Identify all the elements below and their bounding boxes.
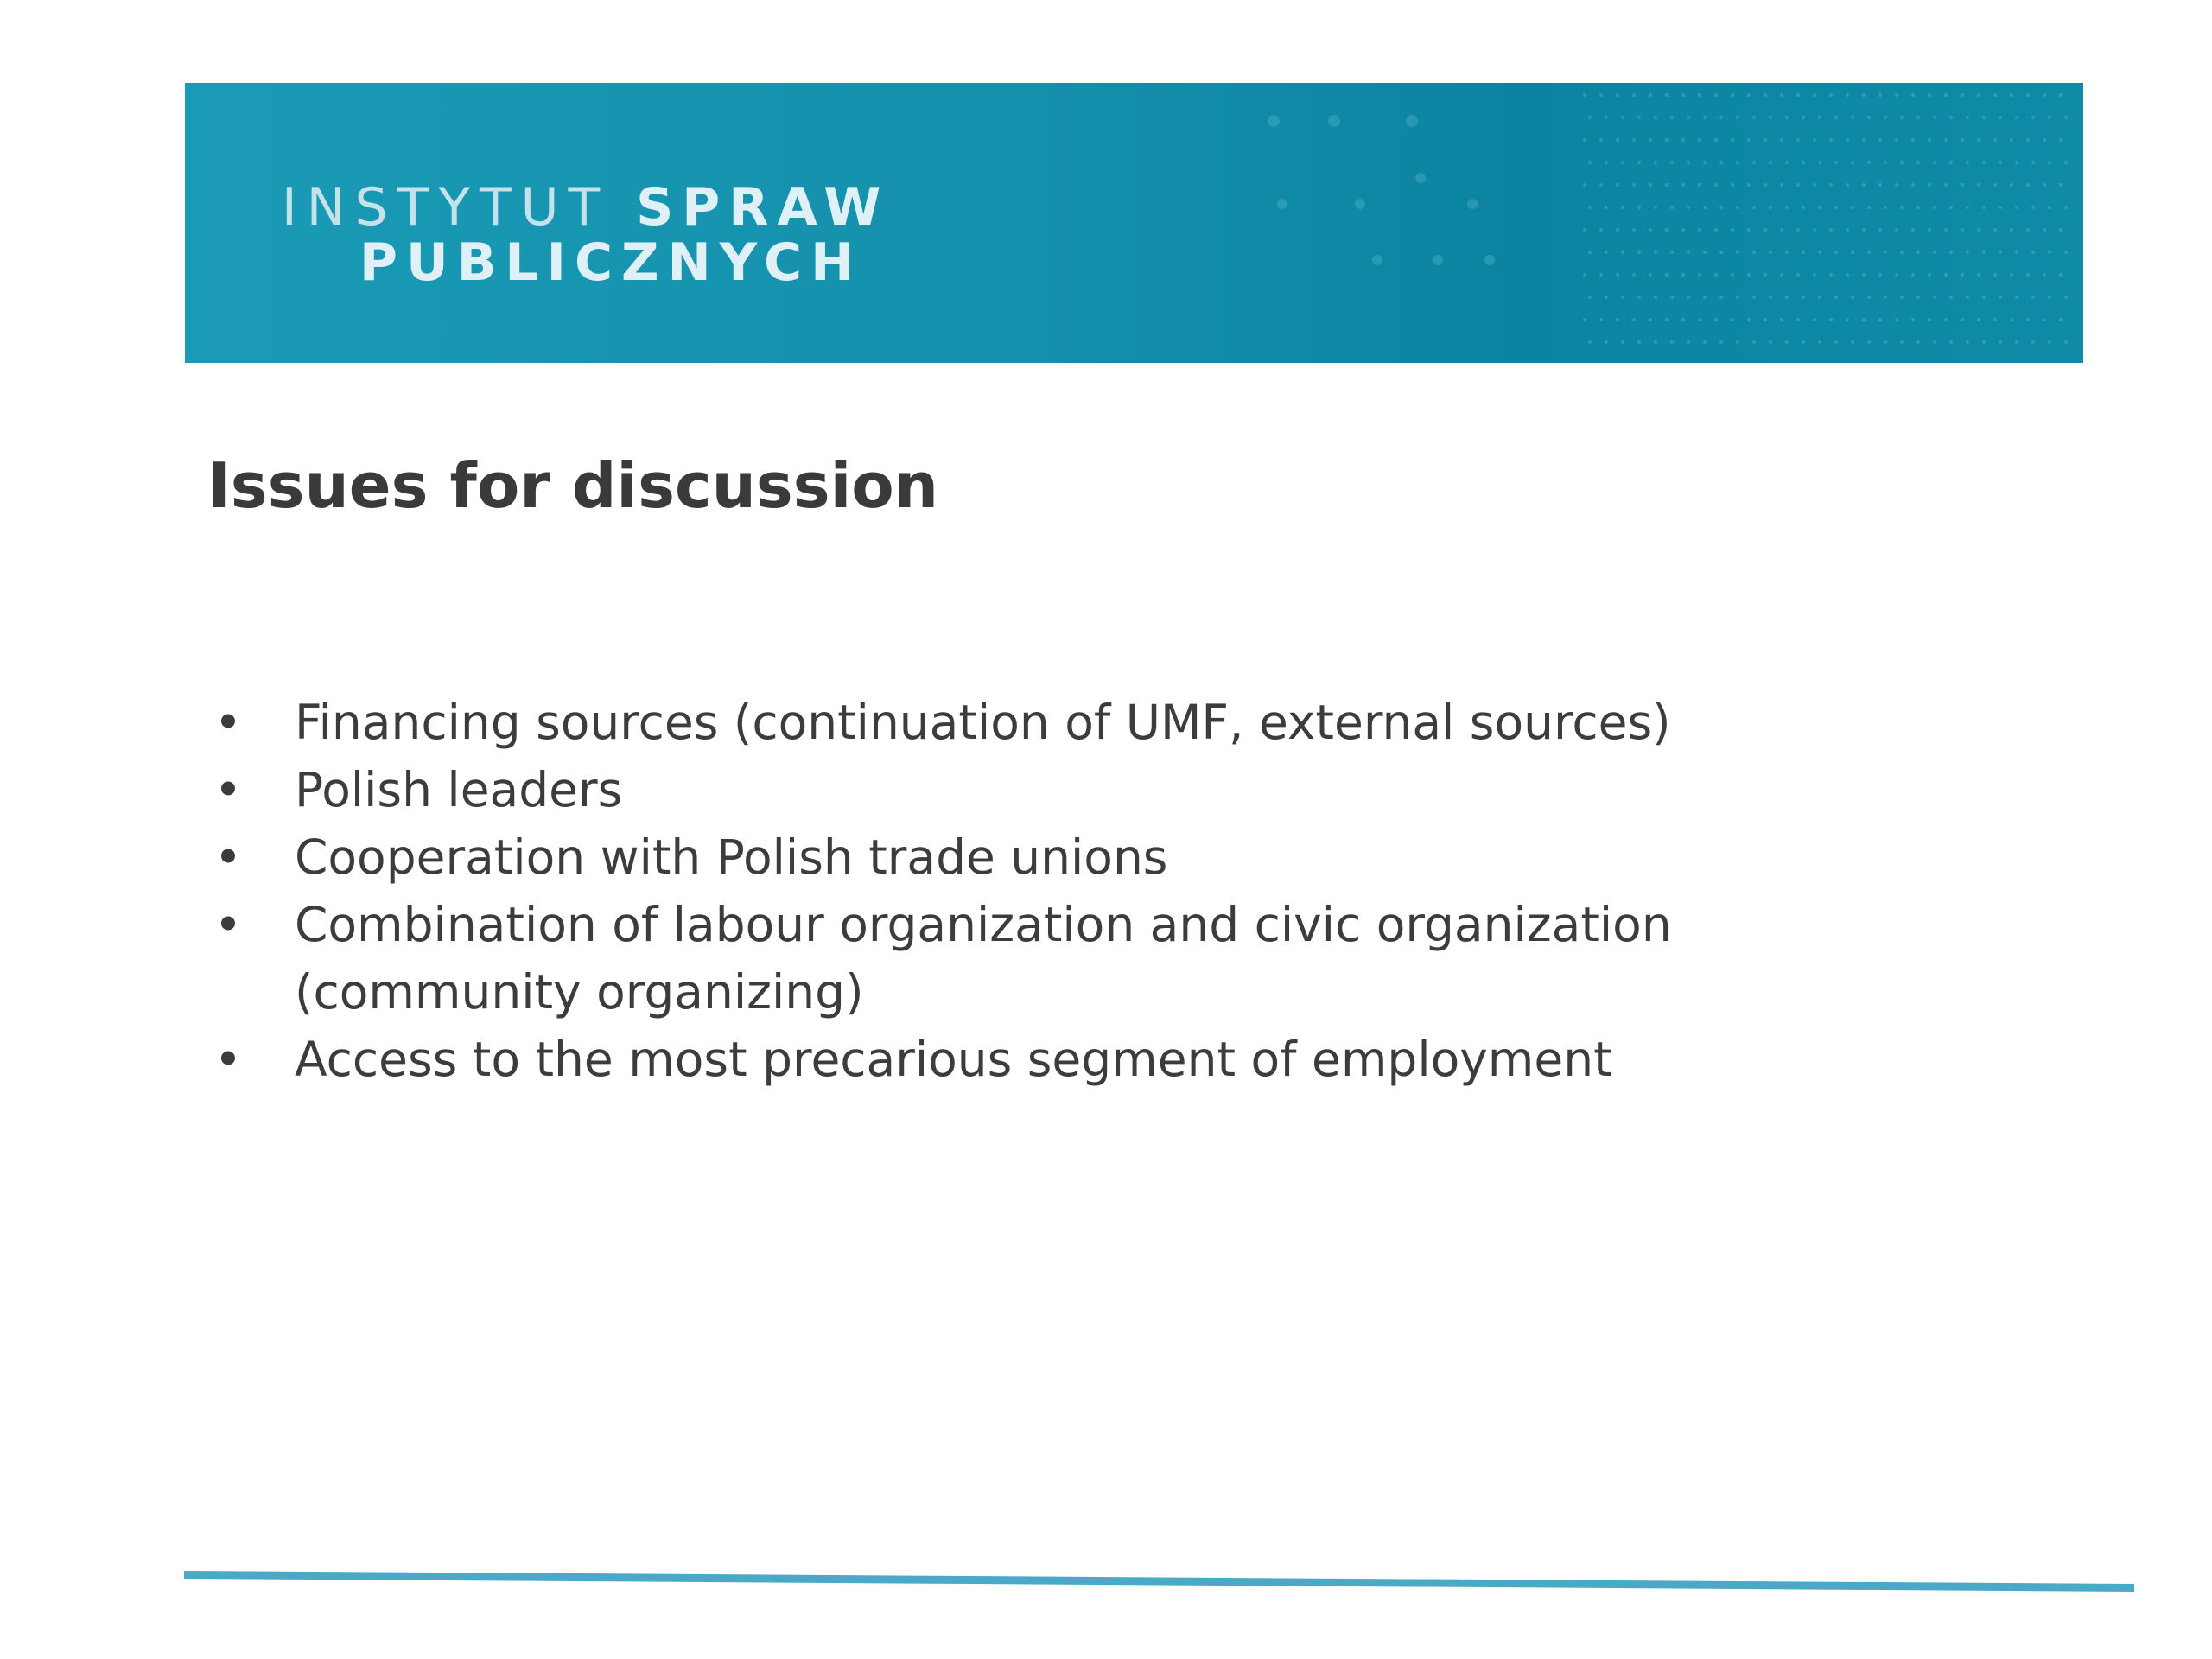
list-item-text: Cooperation with Polish trade unions	[295, 830, 1168, 885]
list-item-text: Access to the most precarious segment of employment	[295, 1032, 1612, 1087]
logo-word-spraw: SPRAW	[636, 177, 890, 238]
list-item	[207, 1026, 1936, 1093]
list-item	[207, 823, 1936, 891]
list-item-text: Polish leaders	[295, 762, 623, 817]
bullet-icon: •	[213, 762, 243, 817]
list-item-text: Combination of labour organization and civic organization (community organizing)	[295, 897, 1672, 1020]
list-item-text: Financing sources (continuation of UMF, external sources)	[295, 695, 1671, 750]
bullet-icon: •	[213, 695, 243, 750]
logo-line-2: PUBLICZNYCH	[359, 232, 863, 293]
logo-word-instytut: INSTYTUT	[282, 177, 610, 238]
bullet-icon: •	[213, 1032, 243, 1087]
header-banner	[185, 83, 2083, 363]
bullet-icon: •	[213, 897, 243, 952]
discussion-bullet-list	[207, 689, 1936, 1093]
institute-logo	[282, 177, 890, 293]
list-item	[207, 689, 1936, 756]
logo-line-1	[282, 177, 890, 238]
list-item	[207, 756, 1936, 823]
list-item	[207, 891, 1936, 1026]
bullet-icon: •	[213, 830, 243, 885]
page-title: Issues for discussion	[207, 449, 938, 522]
